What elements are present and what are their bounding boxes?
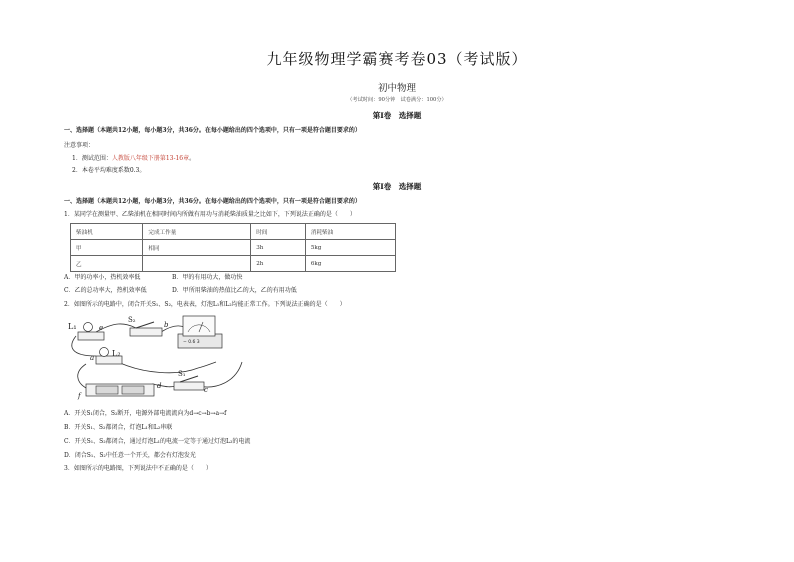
section-header: 第Ⅰ卷 选择题 [372,182,422,191]
instruction: 一、选择题（本题共12小题，每小题3分，共36分。在每小题给出的四个选项中，只有一项是符合题目要求的） [64,198,361,205]
s1-board [174,382,204,390]
label-S2: S₂ [128,316,136,324]
s2-lever [136,322,154,328]
l1-bulb-icon [84,323,93,332]
wire [78,364,86,388]
exam-subtitle: 初中物理 [377,83,416,94]
l2-bulb-icon [100,348,109,357]
ammeter-face [183,316,215,336]
q1-table [70,223,396,272]
label-f: f [78,392,81,400]
label-c: c [204,386,208,394]
note-1 [72,155,195,163]
table-cell [143,256,251,272]
q1-options-row-2 [64,287,297,295]
table-cell: 乙 [71,256,143,272]
ammeter-terminals: − 0.6 3 [183,340,200,345]
label-b: b [164,321,169,329]
table-cell: 甲 [71,240,143,256]
table-cell: 5kg [305,240,395,256]
q2-stem: 2．如图所示的电路中，闭合开关S₁、S₂，电表表，灯泡L₁和L₂均能正常工作。下列说法正确的是（ ） [64,301,346,308]
q1-option-c: C．乙的总功率大，热机效率低 [64,287,147,294]
label-a: a [90,354,95,362]
label-d: d [157,382,162,390]
table-cell: 6kg [305,256,395,272]
exam-title: 九年级物理学霸赛考卷03（考试版） [266,50,528,68]
table-cell: 3h [251,240,306,256]
table-row [71,224,396,240]
q2-option-b: B．开关S₁、S₂都闭合，灯泡L₁和L₂串联 [64,424,173,431]
q1-options-row-1 [64,274,242,282]
note-2: 2．本卷平均难度系数0.3。 [72,167,146,174]
q2-option-a: A．开关S₁闭合，S₂断开，电源外部电流流向为d→c→b→a→f [64,410,227,417]
q1-option-d: D．甲所用柴油的热值比乙的大，乙的有用功低 [172,287,297,294]
table-header-cell: 消耗柴油 [305,224,395,240]
note-1-suffix: 。 [189,155,196,162]
s2-board [130,328,162,336]
note-1-prefix: 1．测试范围： [72,155,112,162]
battery-cell [122,386,144,394]
q1-stem: 1．某同学在测量甲、乙柴油机在相同时间内所做有用功与消耗柴油质量之比如下，下列说法正确的是（ ） [64,211,356,218]
instruction-top: 一、选择题（本题共12小题，每小题3分，共36分。在每小题给出的四个选项中，只有一项是符合题目要求的） [64,127,361,134]
table-cell: 2h [251,256,306,272]
table-cell: 相同 [143,240,251,256]
wire [118,362,198,373]
label-S1: S₁ [178,370,186,378]
table-row [71,240,396,256]
table-header-cell: 完成工作量 [143,224,251,240]
q2-option-d: D．闭合S₁、S₂中任意一个开关，都会有灯泡发光 [64,452,196,459]
wire [152,384,176,387]
circuit-diagram [66,312,298,404]
wire [198,362,216,368]
label-L1: L₁ [68,322,77,331]
label-e: e [99,324,104,332]
q1-option-a: A．甲的功率小，热机效率低 [64,274,141,281]
table-row [71,256,396,272]
battery-cell [96,386,118,394]
q3-stem: 3．如图所示的电路图，下列说法中不正确的是（ ） [64,465,212,472]
note-1-scope: 人教版八年级下册第13-16章 [111,155,190,162]
notes-label: 注意事项： [64,142,95,149]
section-header-top: 第Ⅰ卷 选择题 [372,111,422,120]
q1-option-b: B．甲的有用功大，做功快 [172,274,243,281]
q2-option-c: C．开关S₁、S₂都闭合，通过灯泡L₁的电流一定等于通过灯泡L₂的电流 [64,438,251,445]
l1-board [78,332,104,340]
table-header-cell: 柴油机 [71,224,143,240]
table-header-cell: 时间 [251,224,306,240]
label-L2: L₂ [112,349,121,358]
exam-meta: （考试时间：90分钟 试卷满分：100分） [347,97,447,103]
